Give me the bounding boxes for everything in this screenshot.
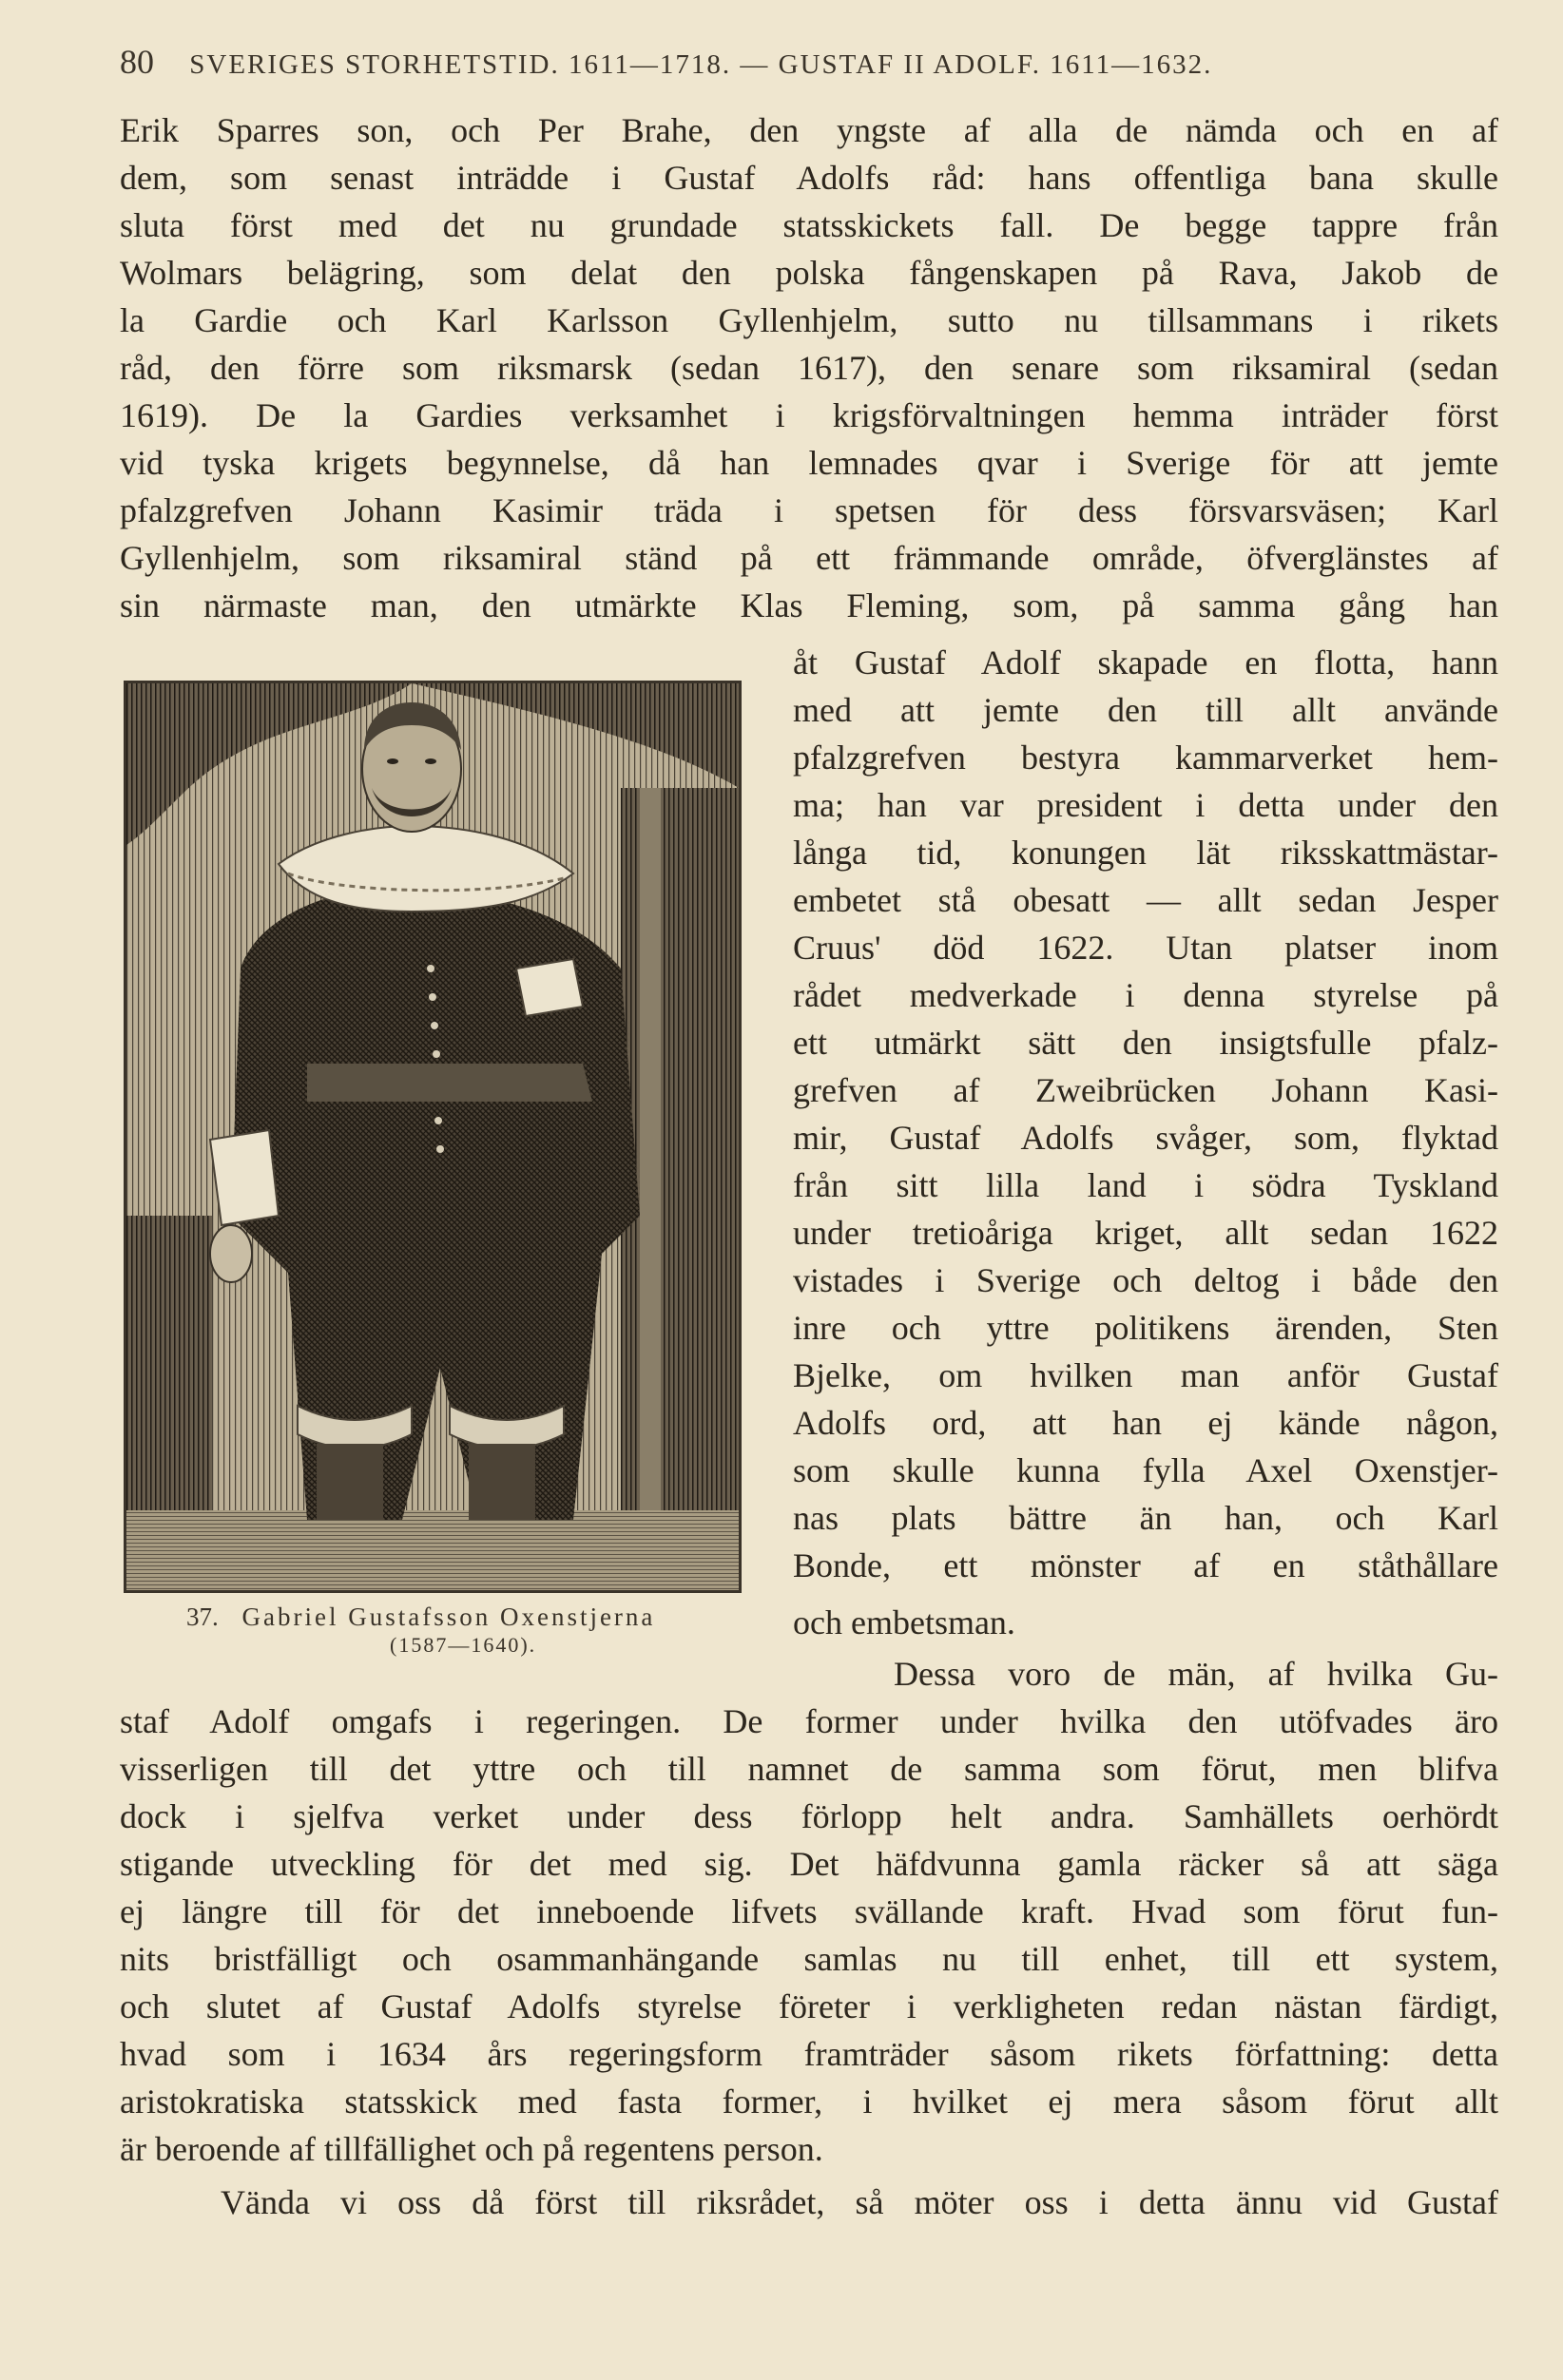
text-line: Dessa voro de män, af hvilka Gu-	[894, 1655, 1498, 1693]
text-line: inre och yttre politikens ärenden, Sten	[793, 1309, 1498, 1347]
running-title: SVERIGES STORHETSTID. 1611—1718. — GUSTAF II ADOLF. 1611—1632.	[189, 49, 1213, 80]
text-line: ma; han var president i detta under den	[793, 786, 1498, 824]
text-line: långa tid, konungen lät riksskattmästar-	[793, 834, 1498, 872]
text-line: 1619). De la Gardies verksamhet i krigsförvaltningen hemma inträder först	[120, 396, 1498, 434]
text-line: Erik Sparres son, och Per Brahe, den yngste af alla de nämda och en af	[120, 111, 1498, 149]
text-line: visserligen till det yttre och till namnet de samma som förut, men blifva	[120, 1750, 1498, 1788]
text-line: pfalzgrefven bestyra kammarverket hem-	[793, 739, 1498, 777]
text-line: Wolmars belägring, som delat den polska fångenskapen på Rava, Jakob de	[120, 254, 1498, 292]
text-line: dem, som senast inträdde i Gustaf Adolfs råd: hans offentliga bana skulle	[120, 159, 1498, 197]
text-line: med att jemte den till allt använde	[793, 691, 1498, 729]
figure-number: 37.	[186, 1603, 219, 1631]
text-line: under tretioåriga kriget, allt sedan 1622	[793, 1214, 1498, 1252]
page-header	[120, 42, 1498, 82]
text-line: sin närmaste man, den utmärkte Klas Fleming, som, på samma gång han	[120, 586, 1498, 624]
text-line: ett utmärkt sätt den insigtsfulle pfalz-	[793, 1024, 1498, 1062]
text-line: vistades i Sverige och deltog i både den	[793, 1261, 1498, 1299]
portrait-illustration	[126, 683, 739, 1590]
text-line: sluta först med det nu grundade statsskickets fall. De begge tappre från	[120, 206, 1498, 244]
text-line: råd, den förre som riksmarsk (sedan 1617), den senare som riksamiral (sedan	[120, 349, 1498, 387]
text-line: mir, Gustaf Adolfs svåger, som, flyktad	[793, 1119, 1498, 1157]
text-line: hvad som i 1634 års regeringsform framträder såsom rikets författning: detta	[120, 2035, 1498, 2073]
text-line: aristokratiska statsskick med fasta former, i hvilket ej mera såsom förut allt	[120, 2082, 1498, 2121]
text-line: nits bristfälligt och osammanhängande samlas nu till enhet, till ett system,	[120, 1940, 1498, 1978]
text-line: och embetsman.	[793, 1603, 1015, 1641]
text-line: grefven af Zweibrücken Johann Kasi-	[793, 1071, 1498, 1109]
text-line: rådet medverkade i denna styrelse på	[793, 976, 1498, 1014]
text-line: Bjelke, om hvilken man anför Gustaf	[793, 1356, 1498, 1394]
text-line: Cruus' död 1622. Utan platser inom	[793, 929, 1498, 967]
text-line: Vända vi oss då först till riksrådet, så möter oss i detta ännu vid Gustaf	[221, 2183, 1498, 2221]
text-line: Bonde, ett mönster af en ståthållare	[793, 1546, 1498, 1584]
text-line: la Gardie och Karl Karlsson Gyllenhjelm, sutto nu tillsammans i rikets	[120, 301, 1498, 339]
text-line: vid tyska krigets begynnelse, då han lemnades qvar i Sverige för att jemte	[120, 444, 1498, 482]
figure-caption-name: Gabriel Gustafsson Oxenstjerna	[241, 1603, 656, 1631]
portrait-engraving	[124, 681, 742, 1593]
text-line: åt Gustaf Adolf skapade en flotta, hann	[793, 643, 1498, 681]
text-line: staf Adolf omgafs i regeringen. De former under hvilka den utöfvades äro	[120, 1702, 1498, 1740]
figure-caption-years: (1587—1640).	[390, 1633, 537, 1657]
text-line: stigande utveckling för det med sig. Det häfdvunna gamla räcker så att säga	[120, 1845, 1498, 1883]
text-line: ej längre till för det inneboende lifvets svällande kraft. Hvad som förut fun-	[120, 1892, 1498, 1930]
text-line: embetet stå obesatt — allt sedan Jesper	[793, 881, 1498, 919]
text-line: som skulle kunna fylla Axel Oxenstjer-	[793, 1451, 1498, 1489]
text-line: är beroende af tillfällighet och på regentens person.	[120, 2130, 823, 2168]
figure-caption	[186, 1603, 681, 1632]
text-line: Gyllenhjelm, som riksamiral ständ på ett främmande område, öfverglänstes af	[120, 539, 1498, 577]
text-line: från sitt lilla land i södra Tyskland	[793, 1166, 1498, 1204]
text-line: nas plats bättre än han, och Karl	[793, 1499, 1498, 1537]
text-line: pfalzgrefven Johann Kasimir träda i spetsen för dess försvarsväsen; Karl	[120, 491, 1498, 529]
text-line: dock i sjelfva verket under dess förlopp helt andra. Samhällets oerhördt	[120, 1797, 1498, 1835]
text-line: Adolfs ord, att han ej kände någon,	[793, 1404, 1498, 1442]
text-line: och slutet af Gustaf Adolfs styrelse företer i verkligheten redan nästan färdigt,	[120, 1987, 1498, 2025]
page-number: 80	[120, 43, 154, 81]
